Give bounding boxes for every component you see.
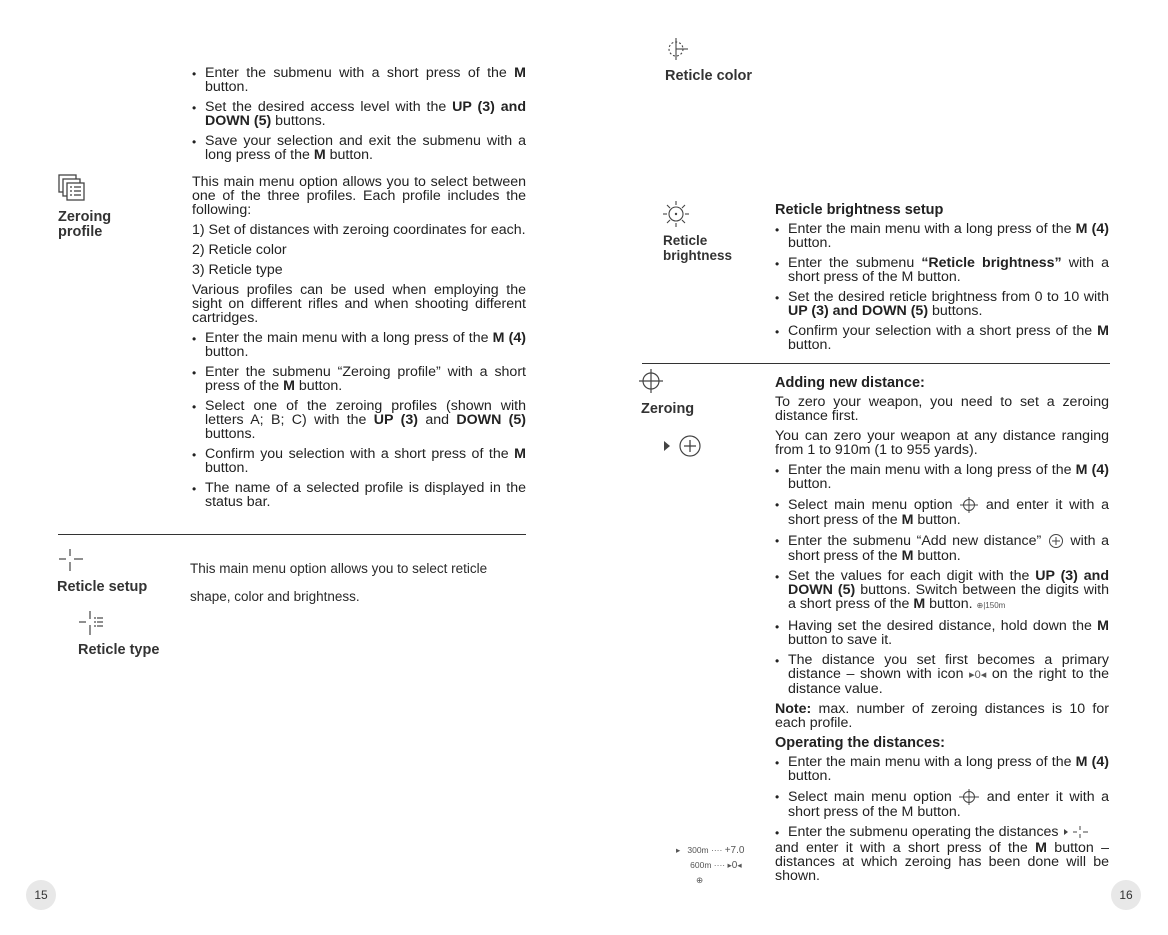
list-item: • Confirm your selection with a short press of the M button. xyxy=(775,324,1109,352)
list-item: • Enter the submenu “Reticle brightness” with a short press of the M button. xyxy=(775,256,1109,284)
primary-distance-icon: ▸0◂ xyxy=(969,669,987,681)
distance-list-preview xyxy=(676,843,766,887)
distance-row: ▸ 300m ···· +7.0 xyxy=(676,845,745,856)
page-number-left: 15 xyxy=(26,880,56,910)
list-item: • Set the desired access level with the UP (3) and DOWN (5) buttons. xyxy=(192,100,526,128)
reticle-setup-label: Reticle setup xyxy=(57,579,148,595)
adding-distance-heading: Adding new distance: xyxy=(775,375,925,391)
list-item: • Select main menu option and enter it with a short press of the M button. xyxy=(775,789,1109,819)
add-icon xyxy=(1047,533,1065,549)
add-distance-icon xyxy=(662,434,702,458)
zeroing-profile-usage: Various profiles can be used when employing the sight on different rifles and when shooting different cartridges. xyxy=(192,282,526,326)
list-item: • Enter the main menu with a long press of the M (4) button. xyxy=(775,463,1109,491)
list-item: • Enter the submenu “Zeroing profile” with a short press of the M button. xyxy=(192,365,526,393)
distances-submenu-icon xyxy=(1062,825,1090,839)
crosshair-icon xyxy=(958,789,980,805)
zeroing-profile-label: Zeroing profile xyxy=(58,209,112,240)
list-item: • Having set the desired distance, hold down the M button to save it. xyxy=(775,619,1109,647)
list-item: • Select one of the zeroing profiles (shown with letters A; B; C) with the UP (3) and DOWN (5) buttons. xyxy=(192,399,526,441)
reticle-color-label: Reticle color xyxy=(665,68,753,84)
operating-distances-result: and enter it with a short press of the M button – distances at which zeroing has been done will be shown. xyxy=(775,840,1109,885)
zeroing-section xyxy=(775,376,1109,889)
reticle-brightness-section xyxy=(775,203,1109,358)
reticle-brightness-label: Reticle brightness xyxy=(663,233,733,263)
page-number-right: 16 xyxy=(1111,880,1141,910)
profile-item: 1) Set of distances with zeroing coordinates for each. xyxy=(192,222,526,238)
zeroing-profile-intro: This main menu option allows you to select between one of the three profiles. Each profile includes the following: xyxy=(192,174,526,218)
reticle-setup-line1: This main menu option allows you to select reticle xyxy=(190,561,488,576)
list-item: • Save your selection and exit the submenu with a long press of the M button. xyxy=(192,134,526,162)
profile-list-icon xyxy=(58,174,86,202)
reticle-setup-line2: shape, color and brightness. xyxy=(190,589,360,604)
list-item: • Enter the main menu with a long press of the M (4) button. xyxy=(192,331,526,359)
add-distance-steps xyxy=(775,463,1109,696)
reticle-brightness-heading: Reticle brightness setup xyxy=(775,202,944,218)
zeroing-intro: To zero your weapon, you need to set a zeroing distance first. xyxy=(775,394,1109,424)
profile-item: 2) Reticle color xyxy=(192,242,287,258)
distance-digit-icon: ⊕|150m xyxy=(976,601,1006,610)
reticle-color-icon xyxy=(664,36,690,62)
list-item: • Enter the submenu operating the distances xyxy=(775,825,1109,839)
zeroing-profile-section xyxy=(192,175,526,515)
list-item: • Enter the main menu with a long press of the M (4) button. xyxy=(775,222,1109,250)
profile-item: 3) Reticle type xyxy=(192,262,283,278)
list-item: • Confirm you selection with a short press of the M button. xyxy=(192,447,526,475)
list-item: • Enter the submenu “Add new distance” with a short press of the M button. xyxy=(775,533,1109,563)
list-item: • Select main menu option and enter it with a short press of the M button. xyxy=(775,497,1109,527)
reticle-brightness-steps xyxy=(775,222,1109,352)
operating-distances-steps xyxy=(775,755,1109,839)
distance-row: 600m ···· ▸0◂ xyxy=(690,860,742,871)
zeroing-note: Note: max. number of zeroing distances is 10 for each profile. xyxy=(775,701,1109,731)
brightness-icon xyxy=(662,200,690,228)
add-icon: ⊕ xyxy=(696,875,704,885)
list-item: • Enter the main menu with a long press of the M (4) button. xyxy=(775,755,1109,783)
crosshair-icon xyxy=(638,368,664,394)
reticle-setup-icon xyxy=(58,548,84,572)
list-item: • Set the values for each digit with the UP (3) and DOWN (5) buttons. Switch between the digits with a short press of the M button. ⊕|150m xyxy=(775,569,1109,613)
zeroing-label: Zeroing xyxy=(641,401,695,417)
reticle-type-icon xyxy=(78,610,104,636)
operating-distances-heading: Operating the distances: xyxy=(775,735,946,751)
list-item: • The distance you set first becomes a primary distance – shown with icon ▸0◂ on the right to the distance value. xyxy=(775,653,1109,696)
crosshair-icon xyxy=(959,497,979,513)
intro-bullet-list xyxy=(192,66,526,168)
list-item: • Enter the submenu with a short press of the M button. xyxy=(192,66,526,94)
list-item: • Set the desired reticle brightness from 0 to 10 with UP (3) and DOWN (5) buttons. xyxy=(775,290,1109,318)
section-divider xyxy=(58,534,526,535)
section-divider xyxy=(642,363,1110,364)
zeroing-profile-steps xyxy=(192,331,526,509)
list-item: • The name of a selected profile is displayed in the status bar. xyxy=(192,481,526,509)
reticle-type-label: Reticle type xyxy=(78,642,160,658)
zeroing-range: You can zero your weapon at any distance ranging from 1 to 910m (1 to 955 yards). xyxy=(775,428,1109,458)
